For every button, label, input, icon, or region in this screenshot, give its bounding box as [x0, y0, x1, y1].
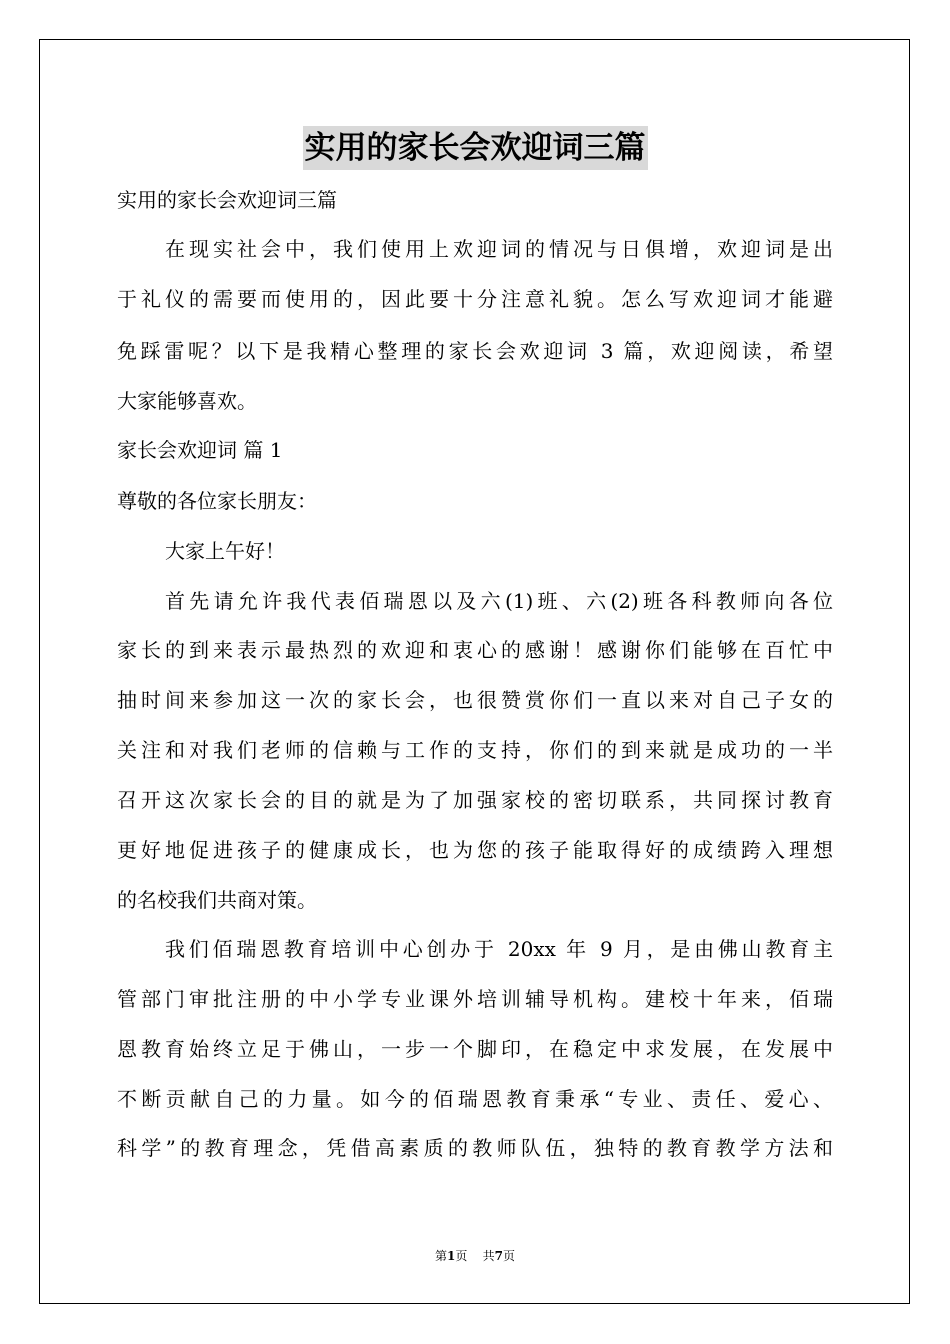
- total-prefix: 共: [482, 1249, 495, 1263]
- page-border: [39, 39, 910, 1304]
- paragraph-line: 家长的到来表示最热烈的欢迎和衷心的感谢！感谢你们能够在百忙中: [117, 638, 833, 662]
- paragraph-line: 于礼仪的需要而使用的，因此要十分注意礼貌。怎么写欢迎词才能避: [117, 287, 833, 311]
- paragraph-line: 不断贡献自己的力量。如今的佰瑞恩教育秉承“专业、责任、爱心、: [117, 1087, 833, 1111]
- total-suffix: 页: [503, 1249, 516, 1263]
- paragraph-line: 的名校我们共商对策。: [117, 888, 317, 912]
- paragraph-line: 抽时间来参加这一次的家长会，也很赞赏你们一直以来对自己子女的: [117, 688, 833, 712]
- paragraph-line: 大家能够喜欢。: [117, 389, 257, 413]
- page-suffix: 页: [455, 1249, 468, 1263]
- paragraph-line: 恩教育始终立足于佛山，一步一个脚印，在稳定中求发展，在发展中: [117, 1037, 833, 1061]
- paragraph-line: 在现实社会中，我们使用上欢迎词的情况与日俱增，欢迎词是出: [165, 237, 833, 261]
- paragraph-line: 免踩雷呢？以下是我精心整理的家长会欢迎词 3 篇，欢迎阅读，希望: [117, 339, 833, 363]
- page-footer: [0, 1247, 950, 1264]
- paragraph-line: 召开这次家长会的目的就是为了加强家校的密切联系，共同探讨教育: [117, 788, 833, 812]
- subtitle-line: 实用的家长会欢迎词三篇: [117, 188, 337, 212]
- salutation: 尊敬的各位家长朋友：: [117, 489, 317, 513]
- document-title: 实用的家长会欢迎词三篇: [303, 126, 648, 170]
- section-heading: 家长会欢迎词 篇 1: [117, 438, 283, 462]
- paragraph-line: 更好地促进孩子的健康成长，也为您的孩子能取得好的成绩跨入理想: [117, 838, 833, 862]
- paragraph-line: 科学”的教育理念，凭借高素质的教师队伍，独特的教育教学方法和: [117, 1136, 833, 1160]
- page-number: 1: [446, 1249, 456, 1263]
- paragraph-line: 首先请允许我代表佰瑞恩以及六(1)班、六(2)班各科教师向各位: [165, 589, 833, 613]
- total-pages: 7: [494, 1249, 503, 1263]
- paragraph-line: 管部门审批注册的中小学专业课外培训辅导机构。建校十年来，佰瑞: [117, 987, 833, 1011]
- paragraph-line: 关注和对我们老师的信赖与工作的支持，你们的到来就是成功的一半: [117, 738, 833, 762]
- title-container: [0, 126, 950, 170]
- page-prefix: 第: [434, 1249, 447, 1263]
- paragraph-line: 我们佰瑞恩教育培训中心创办于 20xx 年 9 月，是由佛山教育主: [165, 937, 833, 961]
- greeting: 大家上午好！: [165, 539, 285, 563]
